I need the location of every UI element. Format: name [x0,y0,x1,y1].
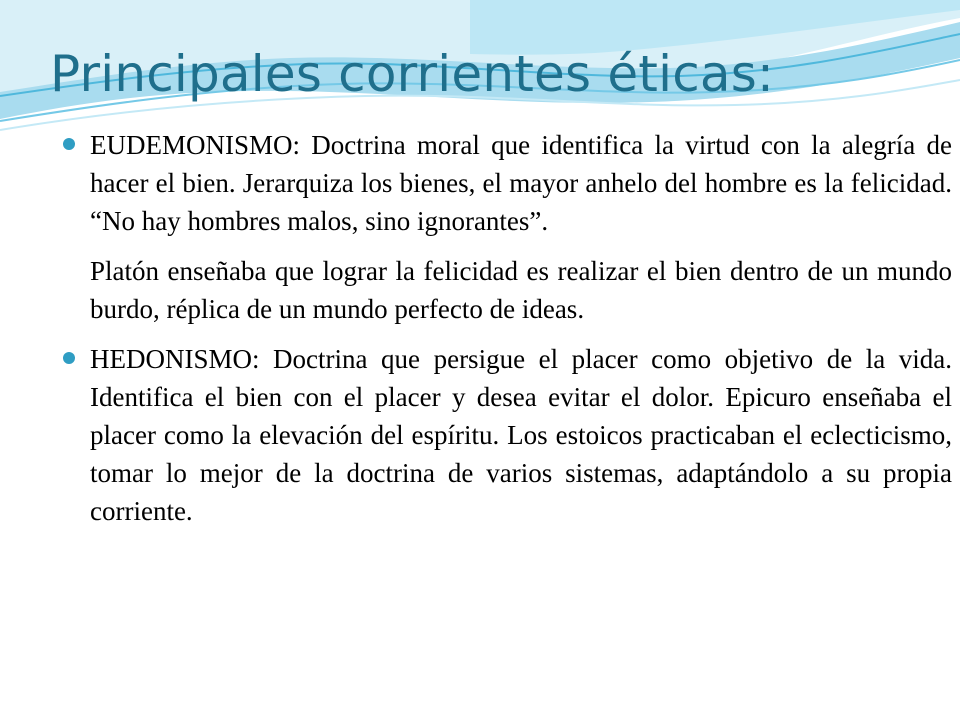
bullet-hedonismo: HEDONISMO: Doctrina que persigue el placer como objetivo de la vida. Identifica el bien con el placer y desea evitar el dolor. Epicuro enseñaba el placer como la elevación del espíritu. Los estoicos practicaban el eclecticismo, tomar lo mejor de la doctrina de varios sistemas, adaptándolo a su propia corriente. [62,340,952,530]
bullet-eudemonismo: EUDEMONISMO: Doctrina moral que identifica la virtud con la alegría de hacer el bien. Jerarquiza los bienes, el mayor anhelo del hombre es la felicidad. “No hay hombres malos, sino ignorantes”. [62,126,952,240]
slide-content [62,126,952,530]
slide-title: Principales corrientes éticas: [50,45,775,103]
paragraph-platon: Platón enseñaba que lograr la felicidad es realizar el bien dentro de un mundo burdo, réplica de un mundo perfecto de ideas. [90,256,952,324]
